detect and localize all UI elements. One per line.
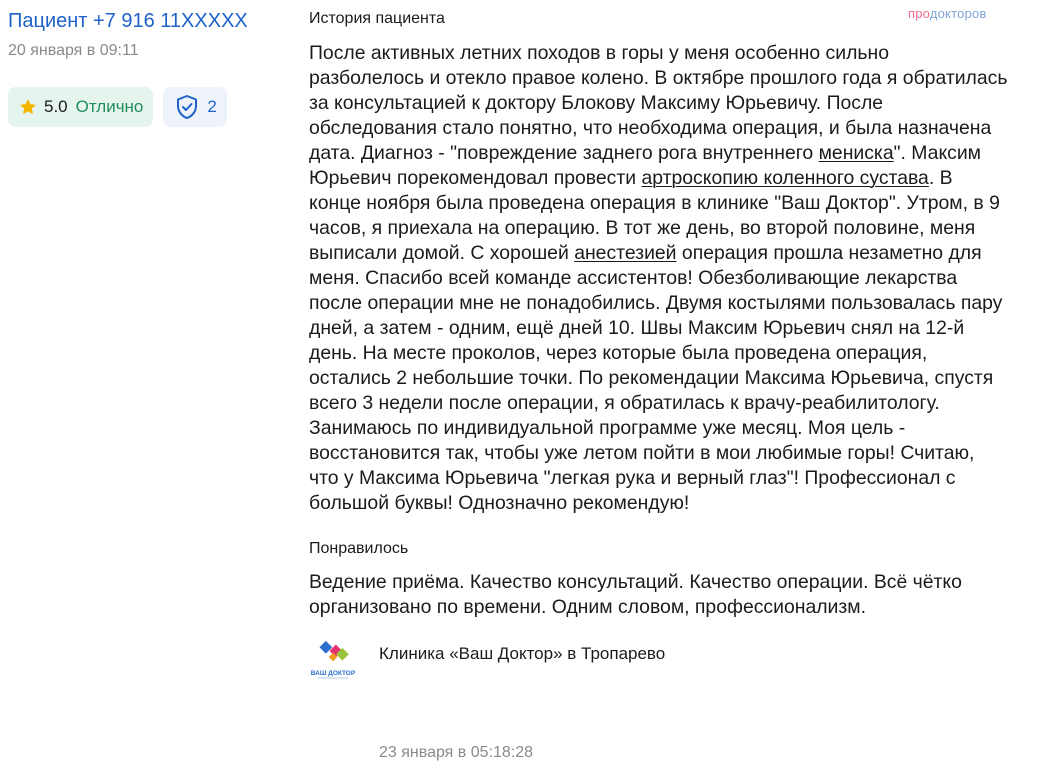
rating-value: 5.0	[44, 97, 68, 116]
term-link-arthroscopy[interactable]: артроскопию коленного сустава	[641, 167, 929, 189]
review-badges	[8, 87, 298, 127]
story-text-part: ". Максим Юрьевич порекомендовал провести	[309, 142, 981, 189]
author-name[interactable]: Пациент +7 916 11XXXXX	[8, 10, 248, 32]
verified-badge[interactable]	[163, 87, 226, 127]
shield-check-icon	[175, 94, 199, 120]
review-date: 20 января в 09:11	[8, 42, 139, 59]
brand-logo-part2: докторов	[929, 6, 987, 21]
story-text-part: . В конце ноября была проведена операция в клинике "Ваш Доктор". Утром, в 9 часов, я приехала на операцию. В тот же день, во второй половине, меня выписали домой. С хорошей	[309, 167, 1000, 264]
review-author-panel	[8, 8, 298, 127]
story-title: История пациента	[309, 10, 445, 27]
clinic-name[interactable]: Клиника «Ваш Доктор» в Тропарево	[379, 644, 666, 663]
liked-title: Понравилось	[309, 540, 409, 557]
rating-badge[interactable]	[8, 87, 153, 127]
rating-label: Отлично	[75, 97, 144, 116]
liked-text: Ведение приёма. Качество консультаций. Качество операции. Всё чётко организовано по времени. Одним словом, профессионализм.	[309, 571, 962, 618]
reply-date: 23 января в 05:18:28	[379, 744, 534, 761]
story-text-part: операция прошла незаметно для меня. Спасибо всей команде ассистентов! Обезболивающие лекарства после операции мне не понадобились. Двумя костылями пользовалась пару дней, а затем - одним, ещё дней 10. Швы Максим Юрьевич снял на 12-й день. На месте проколов, через которые была проведена операция, остались 2 небольшие точки. По рекомендации Максима Юрьевича, спустя всего 3 недели после операции, я обратилась к врачу-реабилитологу. Занимаюсь по индивидуальной программе уже месяц. Моя цель - восстановится так, чтобы уже летом пойти в мои любимые горы! Считаю, что у Максима Юрьевича "легкая рука и верный глаз"! Профессионал с большой буквы! Однозначно рекомендую!	[309, 242, 1003, 514]
star-icon	[18, 97, 38, 117]
clinic-reply	[309, 640, 1009, 682]
clinic-logo[interactable]	[309, 640, 357, 682]
brand-logo-part1: про	[908, 6, 930, 21]
term-link-anesthesia[interactable]: анестезией	[574, 242, 677, 264]
term-link-meniscus[interactable]: мениска	[818, 142, 894, 164]
story-text	[309, 41, 1009, 516]
verified-count: 2	[207, 97, 217, 116]
clinic-logo-text: ВАШ ДОКТОР	[310, 670, 356, 677]
review-content	[309, 8, 1009, 682]
story-text-part: После активных летних походов в горы у меня особенно сильно разболелось и отекло правое колено. В октябре прошлого года я обратилась за консультацией к доктору Блокову Максиму Юрьевичу. После обследования стало понятно, что необходима операция, и была назначена дата. Диагноз - "повреждение заднего рога внутреннего	[309, 42, 1008, 164]
